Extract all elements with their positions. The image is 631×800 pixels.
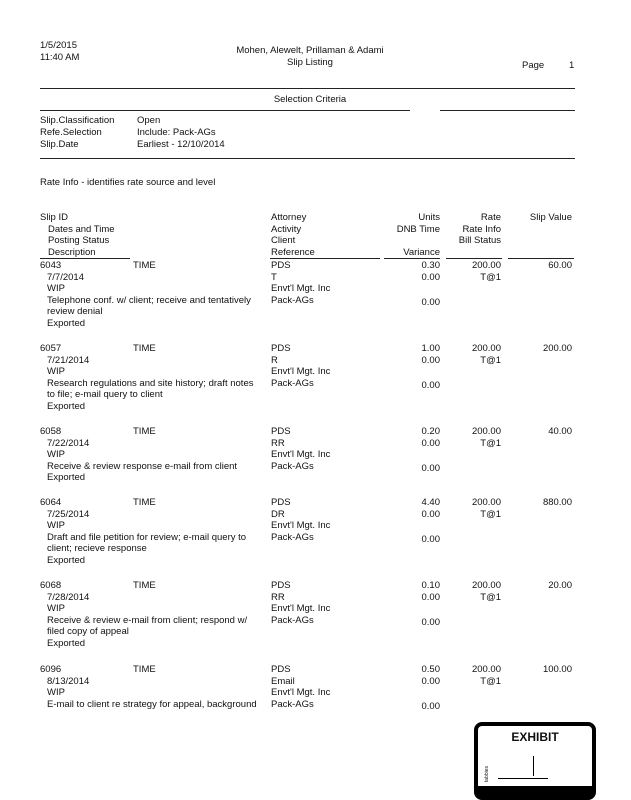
report-time: 11:40 AM	[40, 52, 80, 63]
slip-status: WIP	[47, 687, 65, 698]
slip-client: Envt'l Mgt. Inc	[271, 283, 331, 294]
slip-type: TIME	[133, 580, 156, 591]
slip-date: 7/25/2014	[47, 508, 90, 520]
report-title: Slip Listing	[287, 57, 333, 68]
criteria-rule-right	[440, 110, 575, 111]
slip-value: 200.00	[542, 343, 572, 354]
col4-header: Rate	[480, 212, 501, 223]
slip-type: TIME	[133, 664, 156, 675]
slip-reference: Pack-AGs	[271, 614, 314, 626]
criteria-label: Slip.Classification	[40, 115, 115, 126]
slip-value: 880.00	[542, 497, 572, 508]
slip-id: 6043	[40, 260, 62, 271]
slip-rate: 200.00	[471, 497, 501, 508]
slip-type: TIME	[133, 426, 156, 437]
slip-client: Envt'l Mgt. Inc	[271, 520, 331, 531]
criteria-value: Open	[137, 115, 161, 126]
criteria-title: Selection Criteria	[273, 94, 347, 105]
slip-units: 0.10	[421, 580, 440, 591]
slip-status: WIP	[47, 520, 65, 531]
col4-header: Bill Status	[458, 235, 501, 246]
slip-rate: 200.00	[471, 343, 501, 354]
slip-rate: 200.00	[471, 426, 501, 437]
col-rule-1	[40, 258, 130, 259]
page-label: Page	[522, 60, 545, 71]
slip-variance: 0.00	[421, 534, 440, 545]
slip-activity: RR	[271, 591, 285, 603]
slip-units: 4.40	[421, 497, 440, 508]
slip-description: Draft and file petition for review; e-mail query to	[47, 531, 247, 543]
slip-value: 100.00	[542, 664, 572, 675]
slip-description: filed copy of appeal	[47, 626, 129, 637]
col2-header: Client	[271, 235, 296, 246]
col1-header: Dates and Time	[48, 223, 115, 235]
slip-type: TIME	[133, 497, 156, 508]
slip-date: 8/13/2014	[47, 675, 90, 687]
slip-units: 1.00	[421, 343, 440, 354]
slip-reference: Pack-AGs	[271, 460, 314, 472]
exhibit-bar	[478, 786, 592, 796]
slip-variance: 0.00	[421, 463, 440, 474]
col-rule-5	[508, 258, 574, 259]
slip-dnb-time: 0.00	[421, 591, 440, 603]
slip-status: WIP	[47, 366, 65, 377]
col1-header: Posting Status	[48, 235, 110, 246]
slip-rate: 200.00	[471, 664, 501, 675]
slip-id: 6057	[40, 343, 62, 354]
col1-header: Description	[48, 246, 96, 258]
slip-activity: RR	[271, 437, 285, 449]
slip-export-status: Exported	[47, 317, 86, 329]
slip-activity: T	[271, 271, 277, 283]
slip-rate: 200.00	[471, 260, 501, 271]
slip-id: 6068	[40, 580, 62, 591]
slip-description: client; recieve response	[47, 543, 147, 554]
col4-header: Rate Info	[462, 223, 501, 235]
slip-id: 6096	[40, 664, 62, 675]
slip-description: Telephone conf. w/ client; receive and tentatively	[47, 294, 251, 306]
criteria-bottom-rule	[40, 158, 575, 159]
col5-header: Slip Value	[529, 212, 572, 223]
slip-variance: 0.00	[421, 617, 440, 628]
slip-attorney: PDS	[271, 497, 291, 508]
criteria-value: Earliest - 12/10/2014	[137, 139, 225, 150]
slip-dnb-time: 0.00	[421, 508, 440, 520]
rate-info-note: Rate Info - identifies rate source and level	[40, 177, 216, 188]
slip-value: 60.00	[548, 260, 572, 271]
report-date: 1/5/2015	[40, 40, 77, 51]
exhibit-tick	[533, 756, 534, 776]
slip-dnb-time: 0.00	[421, 437, 440, 449]
slip-dnb-time: 0.00	[421, 271, 440, 283]
slip-attorney: PDS	[271, 426, 291, 437]
slip-reference: Pack-AGs	[271, 294, 314, 306]
slip-variance: 0.00	[421, 297, 440, 308]
page-number: 1	[569, 60, 575, 71]
slip-rate: 200.00	[471, 580, 501, 591]
slip-activity: DR	[271, 508, 285, 520]
slip-activity: Email	[271, 675, 295, 687]
slip-description: review denial	[47, 306, 103, 317]
slip-client: Envt'l Mgt. Inc	[271, 366, 331, 377]
slip-rate-info: T@1	[480, 508, 501, 520]
firm-name: Mohen, Alewelt, Prillaman & Adami	[236, 45, 384, 56]
slip-status: WIP	[47, 449, 65, 460]
slip-value: 40.00	[548, 426, 572, 437]
col3-header: Variance	[403, 246, 440, 258]
slip-status: WIP	[47, 283, 65, 294]
slip-id: 6064	[40, 497, 62, 508]
slip-client: Envt'l Mgt. Inc	[271, 449, 331, 460]
slip-dnb-time: 0.00	[421, 675, 440, 687]
col2-header: Attorney	[271, 212, 307, 223]
slip-value: 20.00	[548, 580, 572, 591]
slip-description: E-mail to client re strategy for appeal, background	[47, 698, 257, 710]
slip-client: Envt'l Mgt. Inc	[271, 603, 331, 614]
slip-units: 0.30	[421, 260, 440, 271]
slip-rate-info: T@1	[480, 591, 501, 603]
criteria-label: Refe.Selection	[40, 127, 102, 138]
slip-description: Receive & review response e-mail from client	[47, 460, 238, 472]
criteria-label: Slip.Date	[40, 139, 79, 150]
slip-rate-info: T@1	[480, 354, 501, 366]
col-rule-2	[270, 258, 380, 259]
slip-attorney: PDS	[271, 343, 291, 354]
slip-rate-info: T@1	[480, 437, 501, 449]
exhibit-stamp	[474, 722, 596, 800]
slip-attorney: PDS	[271, 664, 291, 675]
slip-type: TIME	[133, 260, 156, 271]
slip-rate-info: T@1	[480, 271, 501, 283]
slip-id: 6058	[40, 426, 62, 437]
slip-date: 7/7/2014	[47, 271, 84, 283]
slip-export-status: Exported	[47, 637, 86, 649]
slip-status: WIP	[47, 603, 65, 614]
slip-date: 7/22/2014	[47, 437, 90, 449]
exhibit-title: EXHIBIT	[511, 730, 559, 744]
slip-date: 7/21/2014	[47, 354, 90, 366]
exhibit-side-text: tabbies	[484, 766, 490, 783]
header-rule	[40, 88, 575, 89]
slip-reference: Pack-AGs	[271, 698, 314, 710]
slip-dnb-time: 0.00	[421, 354, 440, 366]
slip-export-status: Exported	[47, 554, 86, 566]
col3-header: DNB Time	[396, 223, 440, 235]
slip-date: 7/28/2014	[47, 591, 90, 603]
slip-rate-info: T@1	[480, 675, 501, 687]
col-rule-4	[446, 258, 502, 259]
slip-reference: Pack-AGs	[271, 377, 314, 389]
col2-header: Activity	[271, 223, 302, 235]
slip-client: Envt'l Mgt. Inc	[271, 687, 331, 698]
slip-units: 0.20	[421, 426, 440, 437]
slip-description: Receive & review e-mail from client; respond w/	[47, 614, 248, 626]
slip-export-status: Exported	[47, 400, 86, 412]
slip-type: TIME	[133, 343, 156, 354]
slip-description: Research regulations and site history; draft notes	[47, 377, 254, 389]
exhibit-line	[498, 778, 548, 779]
col3-header: Units	[418, 212, 440, 223]
slip-export-status: Exported	[47, 472, 86, 483]
criteria-value: Include: Pack-AGs	[137, 127, 216, 138]
criteria-rule-left	[40, 110, 410, 111]
col1-header: Slip ID	[40, 212, 68, 223]
slip-reference: Pack-AGs	[271, 531, 314, 543]
slip-attorney: PDS	[271, 260, 291, 271]
slip-attorney: PDS	[271, 580, 291, 591]
slip-units: 0.50	[421, 664, 440, 675]
slip-description: to file; e-mail query to client	[47, 389, 163, 400]
slip-variance: 0.00	[421, 701, 440, 712]
col2-header: Reference	[271, 246, 315, 258]
slip-variance: 0.00	[421, 380, 440, 391]
col-rule-3	[384, 258, 440, 259]
slip-activity: R	[271, 354, 278, 366]
